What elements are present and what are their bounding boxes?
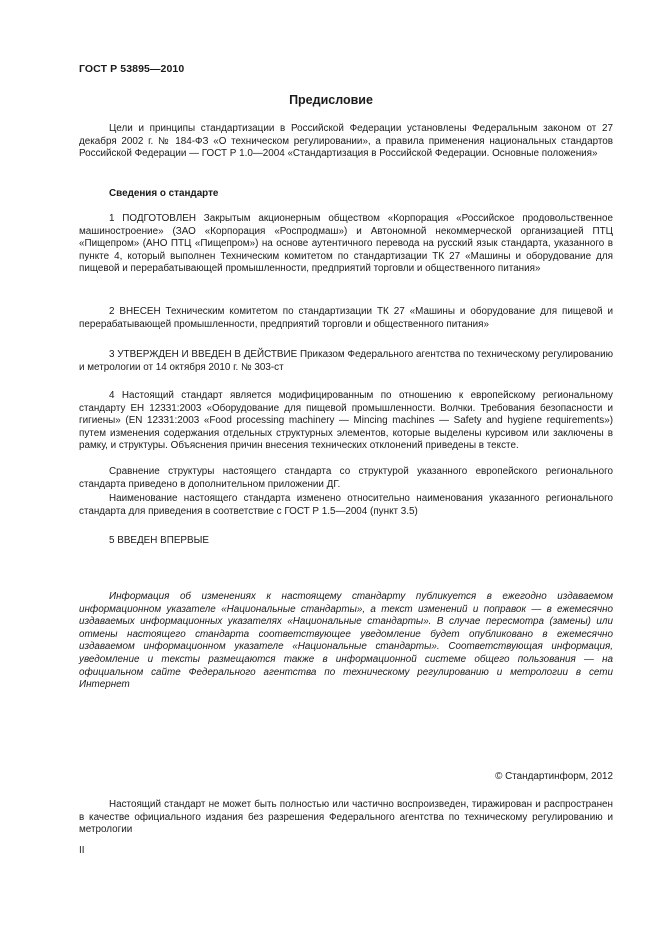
page-number: II [79, 845, 85, 856]
item-3-paragraph: 3 УТВЕРЖДЕН И ВВЕДЕН В ДЕЙСТВИЕ Приказом Федерального агентства по техническому регулированию и метрологии от 14 октября 2010 г. № 303-ст [79, 349, 613, 373]
reproduction-notice-paragraph: Настоящий стандарт не может быть полностью или частично воспроизведен, тиражирован и распространен в качестве официального издания без разрешения Федерального агентства по техническому регулированию и метрологии [79, 799, 613, 836]
copyright-line: © Стандартинформ, 2012 [495, 771, 613, 782]
section-title: Сведения о стандарте [109, 188, 219, 199]
item-1-paragraph: 1 ПОДГОТОВЛЕН Закрытым акционерным обществом «Корпорация «Российское продовольственное машиностроение» (ЗАО «Корпорация «Роспродмаш») и Автономной некоммерческой организацией ПТЦ «Пищепром» (АНО ПТЦ «Пищепром») на основе аутентичного перевода на русский язык стандарта, указанного в пункте 4, который выполнен Техническим комитетом по стандартизации ТК 27 «Машины и оборудование для пищевой и перерабатывающей промышленности, предприятий торговли и общественного питания» [79, 213, 613, 275]
item-4-comparison-paragraph: Сравнение структуры настоящего стандарта со структурой указанного европейского регионального стандарта приведено в дополнительном приложении ДГ. [79, 466, 613, 490]
item-4-name-paragraph: Наименование настоящего стандарта изменено относительно наименования указанного регионального стандарта для приведения в соответствие с ГОСТ Р 1.5—2004 (пункт 3.5) [79, 493, 613, 517]
item-2-paragraph: 2 ВНЕСЕН Техническим комитетом по стандартизации ТК 27 «Машины и оборудование для пищевой и перерабатывающей промышленности, предприятий торговли и общественного питания» [79, 306, 613, 330]
info-notice-paragraph: Информация об изменениях к настоящему стандарту публикуется в ежегодно издаваемом информационном указателе «Национальные стандарты», а текст изменений и поправок — в ежемесячно издаваемых информационных указателях «Национальные стандарты». В случае пересмотра (замены) или отмены настоящего стандарта соответствующее уведомление будет опубликовано в ежемесячно издаваемом информационном указателе «Национальные стандарты». Соответствующая информация, уведомление и тексты размещаются также в информационной системе общего пользования — на официальном сайте Федерального агентства по техническому регулированию и метрологии в сети Интернет [79, 591, 613, 691]
item-4-paragraph: 4 Настоящий стандарт является модифицированным по отношению к европейскому региональному стандарту ЕН 12331:2003 «Оборудование для пищевой промышленности. Волчки. Требования безопасности и гигиены» (EN 12331:2003 «Food processing machinery — Mincing machines — Safety and hygiene requirements») путем изменения содержания отдельных структурных элементов, которые выделены курсивом или заключены в рамку, и структуры. Объяснения причин внесения технических отклонений приведены в тексте. [79, 390, 613, 452]
item-5-paragraph: 5 ВВЕДЕН ВПЕРВЫЕ [109, 535, 209, 546]
intro-paragraph: Цели и принципы стандартизации в Российской Федерации установлены Федеральным законом от 27 декабря 2002 г. № 184-ФЗ «О техническом регулировании», а правила применения национальных стандартов Российской Федерации — ГОСТ Р 1.0—2004 «Стандартизация в Российской Федерации. Основные положения» [79, 123, 613, 160]
document-code: ГОСТ Р 53895—2010 [79, 63, 185, 75]
page-title: Предисловие [289, 93, 373, 107]
